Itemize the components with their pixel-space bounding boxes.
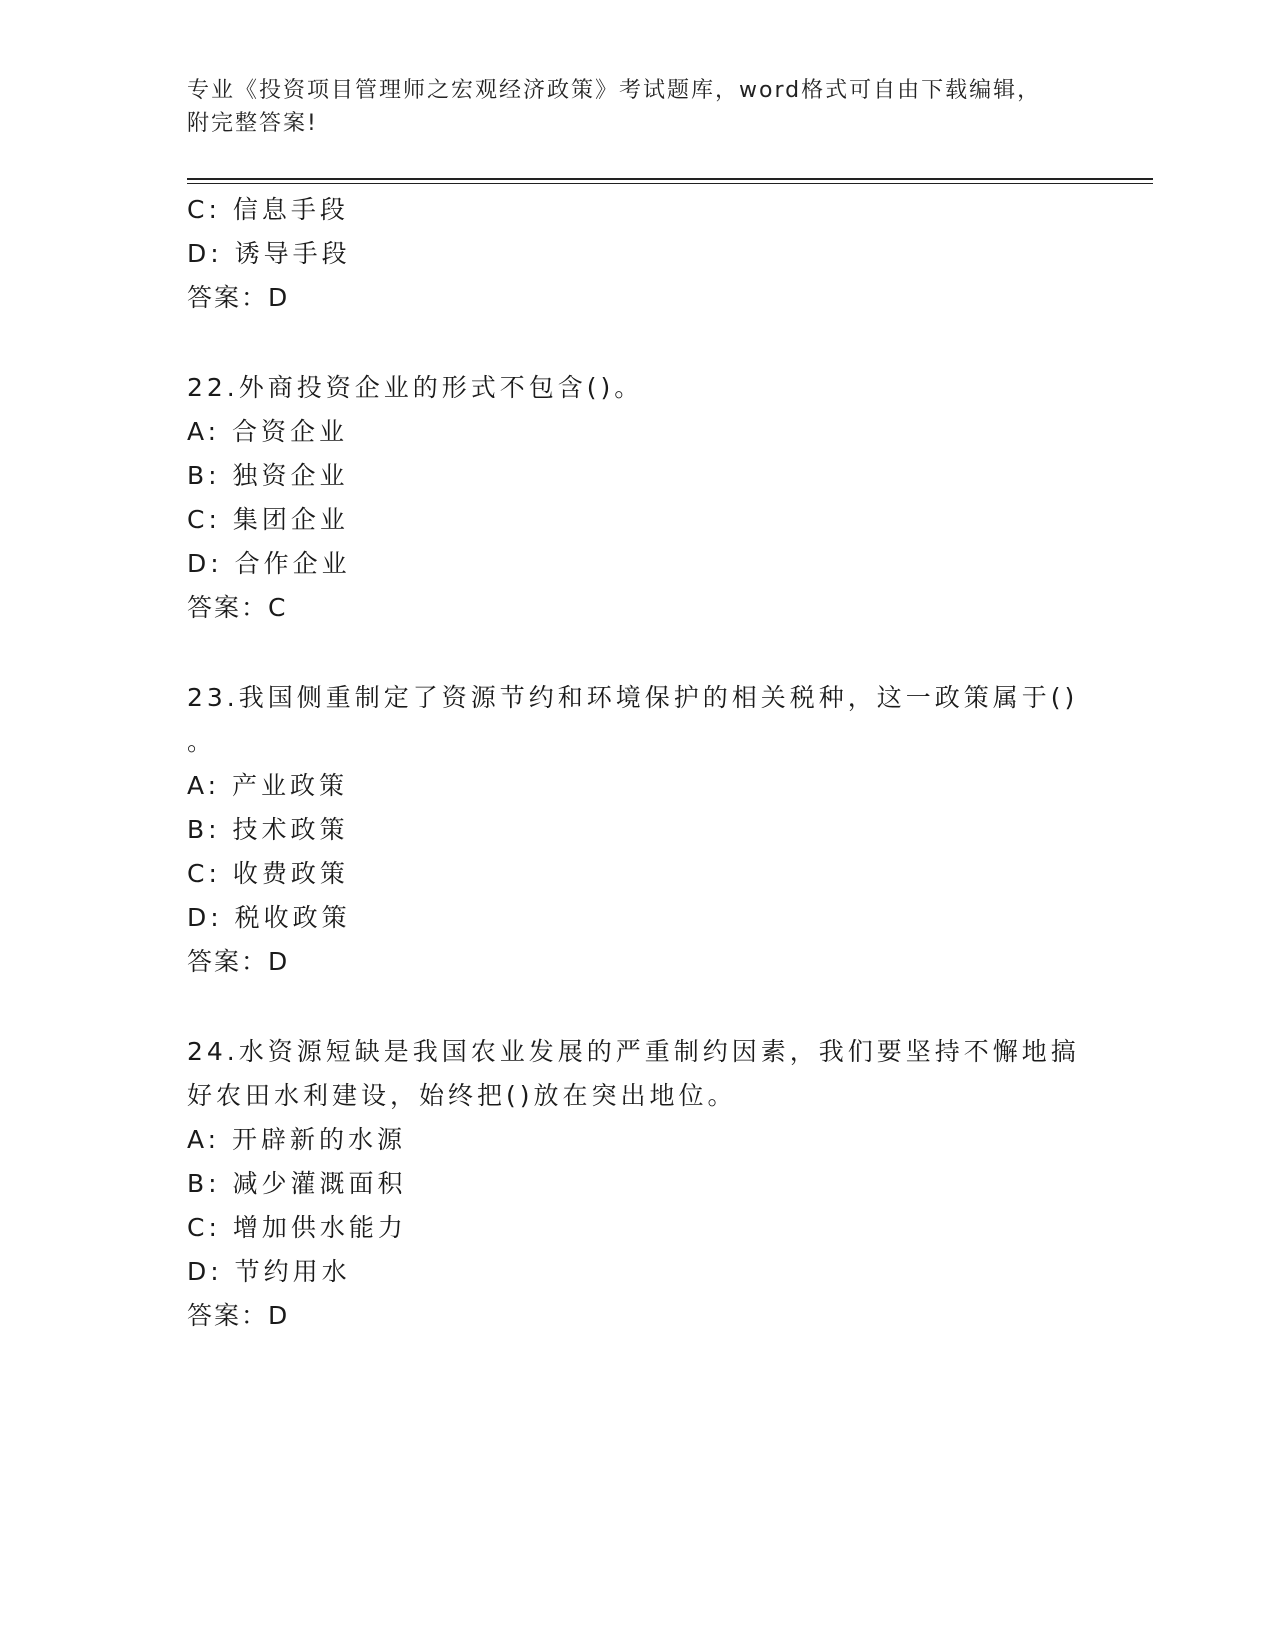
q23-option-c: C: 收费政策 <box>187 859 349 888</box>
q24-stem-line-1: 24.水资源短缺是我国农业发展的严重制约因素，我们要坚持不懈地搞 <box>187 1037 1080 1066</box>
q22-option-a: A: 合资企业 <box>187 417 349 446</box>
q22-answer: 答案：C <box>187 593 288 622</box>
q22-option-b: B: 独资企业 <box>187 461 349 490</box>
q24-stem-line-2: 好农田水利建设，始终把()放在突出地位。 <box>187 1081 737 1110</box>
q23-stem-line-2: 。 <box>187 727 217 756</box>
header-line-1: 专业《投资项目管理师之宏观经济政策》考试题库，word格式可自由下载编辑， <box>187 78 1042 103</box>
header-rule-thick <box>187 178 1153 180</box>
q23-option-b: B: 技术政策 <box>187 815 349 844</box>
q21-option-c: C: 信息手段 <box>187 195 349 224</box>
q21-option-d: D: 诱导手段 <box>187 239 351 268</box>
q24-option-d: D: 节约用水 <box>187 1257 351 1286</box>
page-header <box>187 74 1087 140</box>
q23-answer: 答案：D <box>187 947 290 976</box>
q24-option-b: B: 减少灌溉面积 <box>187 1169 407 1198</box>
q21-answer: 答案：D <box>187 283 290 312</box>
q22-option-d: D: 合作企业 <box>187 549 351 578</box>
q22-option-c: C: 集团企业 <box>187 505 349 534</box>
q23-option-a: A: 产业政策 <box>187 771 349 800</box>
q24-option-c: C: 增加供水能力 <box>187 1213 407 1242</box>
header-rule-thin <box>187 183 1153 184</box>
q24-option-a: A: 开辟新的水源 <box>187 1125 407 1154</box>
q24-answer: 答案：D <box>187 1301 290 1330</box>
q22-stem: 22.外商投资企业的形式不包含()。 <box>187 373 644 402</box>
q23-option-d: D: 税收政策 <box>187 903 351 932</box>
header-line-2: 附完整答案! <box>187 111 318 136</box>
q23-stem-line-1: 23.我国侧重制定了资源节约和环境保护的相关税种，这一政策属于() <box>187 683 1079 712</box>
